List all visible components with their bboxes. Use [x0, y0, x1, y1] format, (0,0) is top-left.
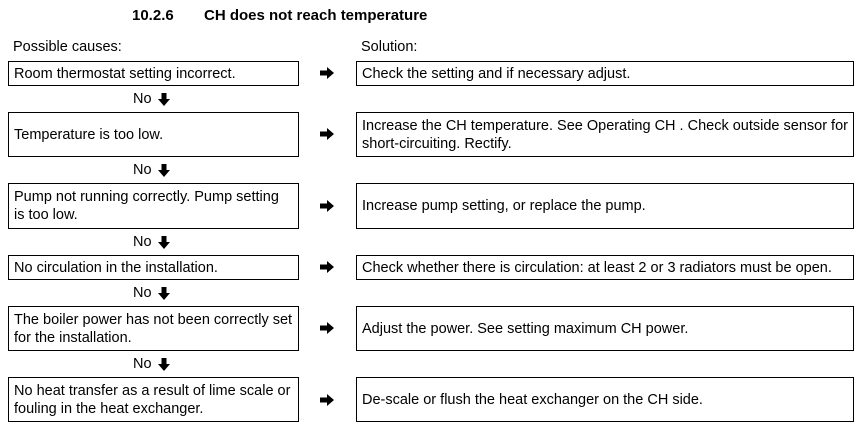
causes-column-label: Possible causes: — [13, 39, 122, 55]
right-arrow-icon — [319, 127, 335, 141]
down-arrow-icon — [158, 358, 170, 371]
right-arrow-icon — [319, 66, 335, 80]
down-arrow-icon — [158, 236, 170, 249]
section-title: CH does not reach temperature — [204, 7, 428, 24]
right-arrow-icon — [319, 199, 335, 213]
no-connector-5 — [133, 355, 170, 373]
solution-box-4: Check whether there is circulation: at least 2 or 3 radiators must be open. — [356, 255, 854, 280]
no-label: No — [133, 234, 152, 250]
solution-box-2: Increase the CH temperature. See Operating CH . Check outside sensor for short-circuiting. Rectify. — [356, 112, 854, 157]
down-arrow-icon — [158, 287, 170, 300]
down-arrow-icon — [158, 93, 170, 106]
down-arrow-icon — [158, 164, 170, 177]
solution-box-6: De-scale or flush the heat exchanger on the CH side. — [356, 377, 854, 422]
cause-box-3: Pump not running correctly. Pump setting is too low. — [8, 183, 299, 229]
no-connector-3 — [133, 233, 170, 251]
no-label: No — [133, 162, 152, 178]
cause-box-4: No circulation in the installation. — [8, 255, 299, 280]
cause-box-5: The boiler power has not been correctly set for the installation. — [8, 306, 299, 351]
right-arrow-icon — [319, 260, 335, 274]
no-connector-1 — [133, 90, 170, 108]
cause-box-2: Temperature is too low. — [8, 112, 299, 157]
section-heading — [0, 6, 860, 26]
cause-box-1: Room thermostat setting incorrect. — [8, 61, 299, 86]
no-connector-2 — [133, 161, 170, 179]
right-arrow-icon — [319, 321, 335, 335]
solution-box-5: Adjust the power. See setting maximum CH power. — [356, 306, 854, 351]
section-number: 10.2.6 — [132, 7, 174, 24]
solution-box-1: Check the setting and if necessary adjust. — [356, 61, 854, 86]
solution-column-label: Solution: — [361, 39, 418, 55]
no-label: No — [133, 91, 152, 107]
no-label: No — [133, 285, 152, 301]
no-connector-4 — [133, 284, 170, 302]
cause-box-6: No heat transfer as a result of lime scale or fouling in the heat exchanger. — [8, 377, 299, 422]
right-arrow-icon — [319, 393, 335, 407]
solution-box-3: Increase pump setting, or replace the pump. — [356, 183, 854, 229]
no-label: No — [133, 356, 152, 372]
